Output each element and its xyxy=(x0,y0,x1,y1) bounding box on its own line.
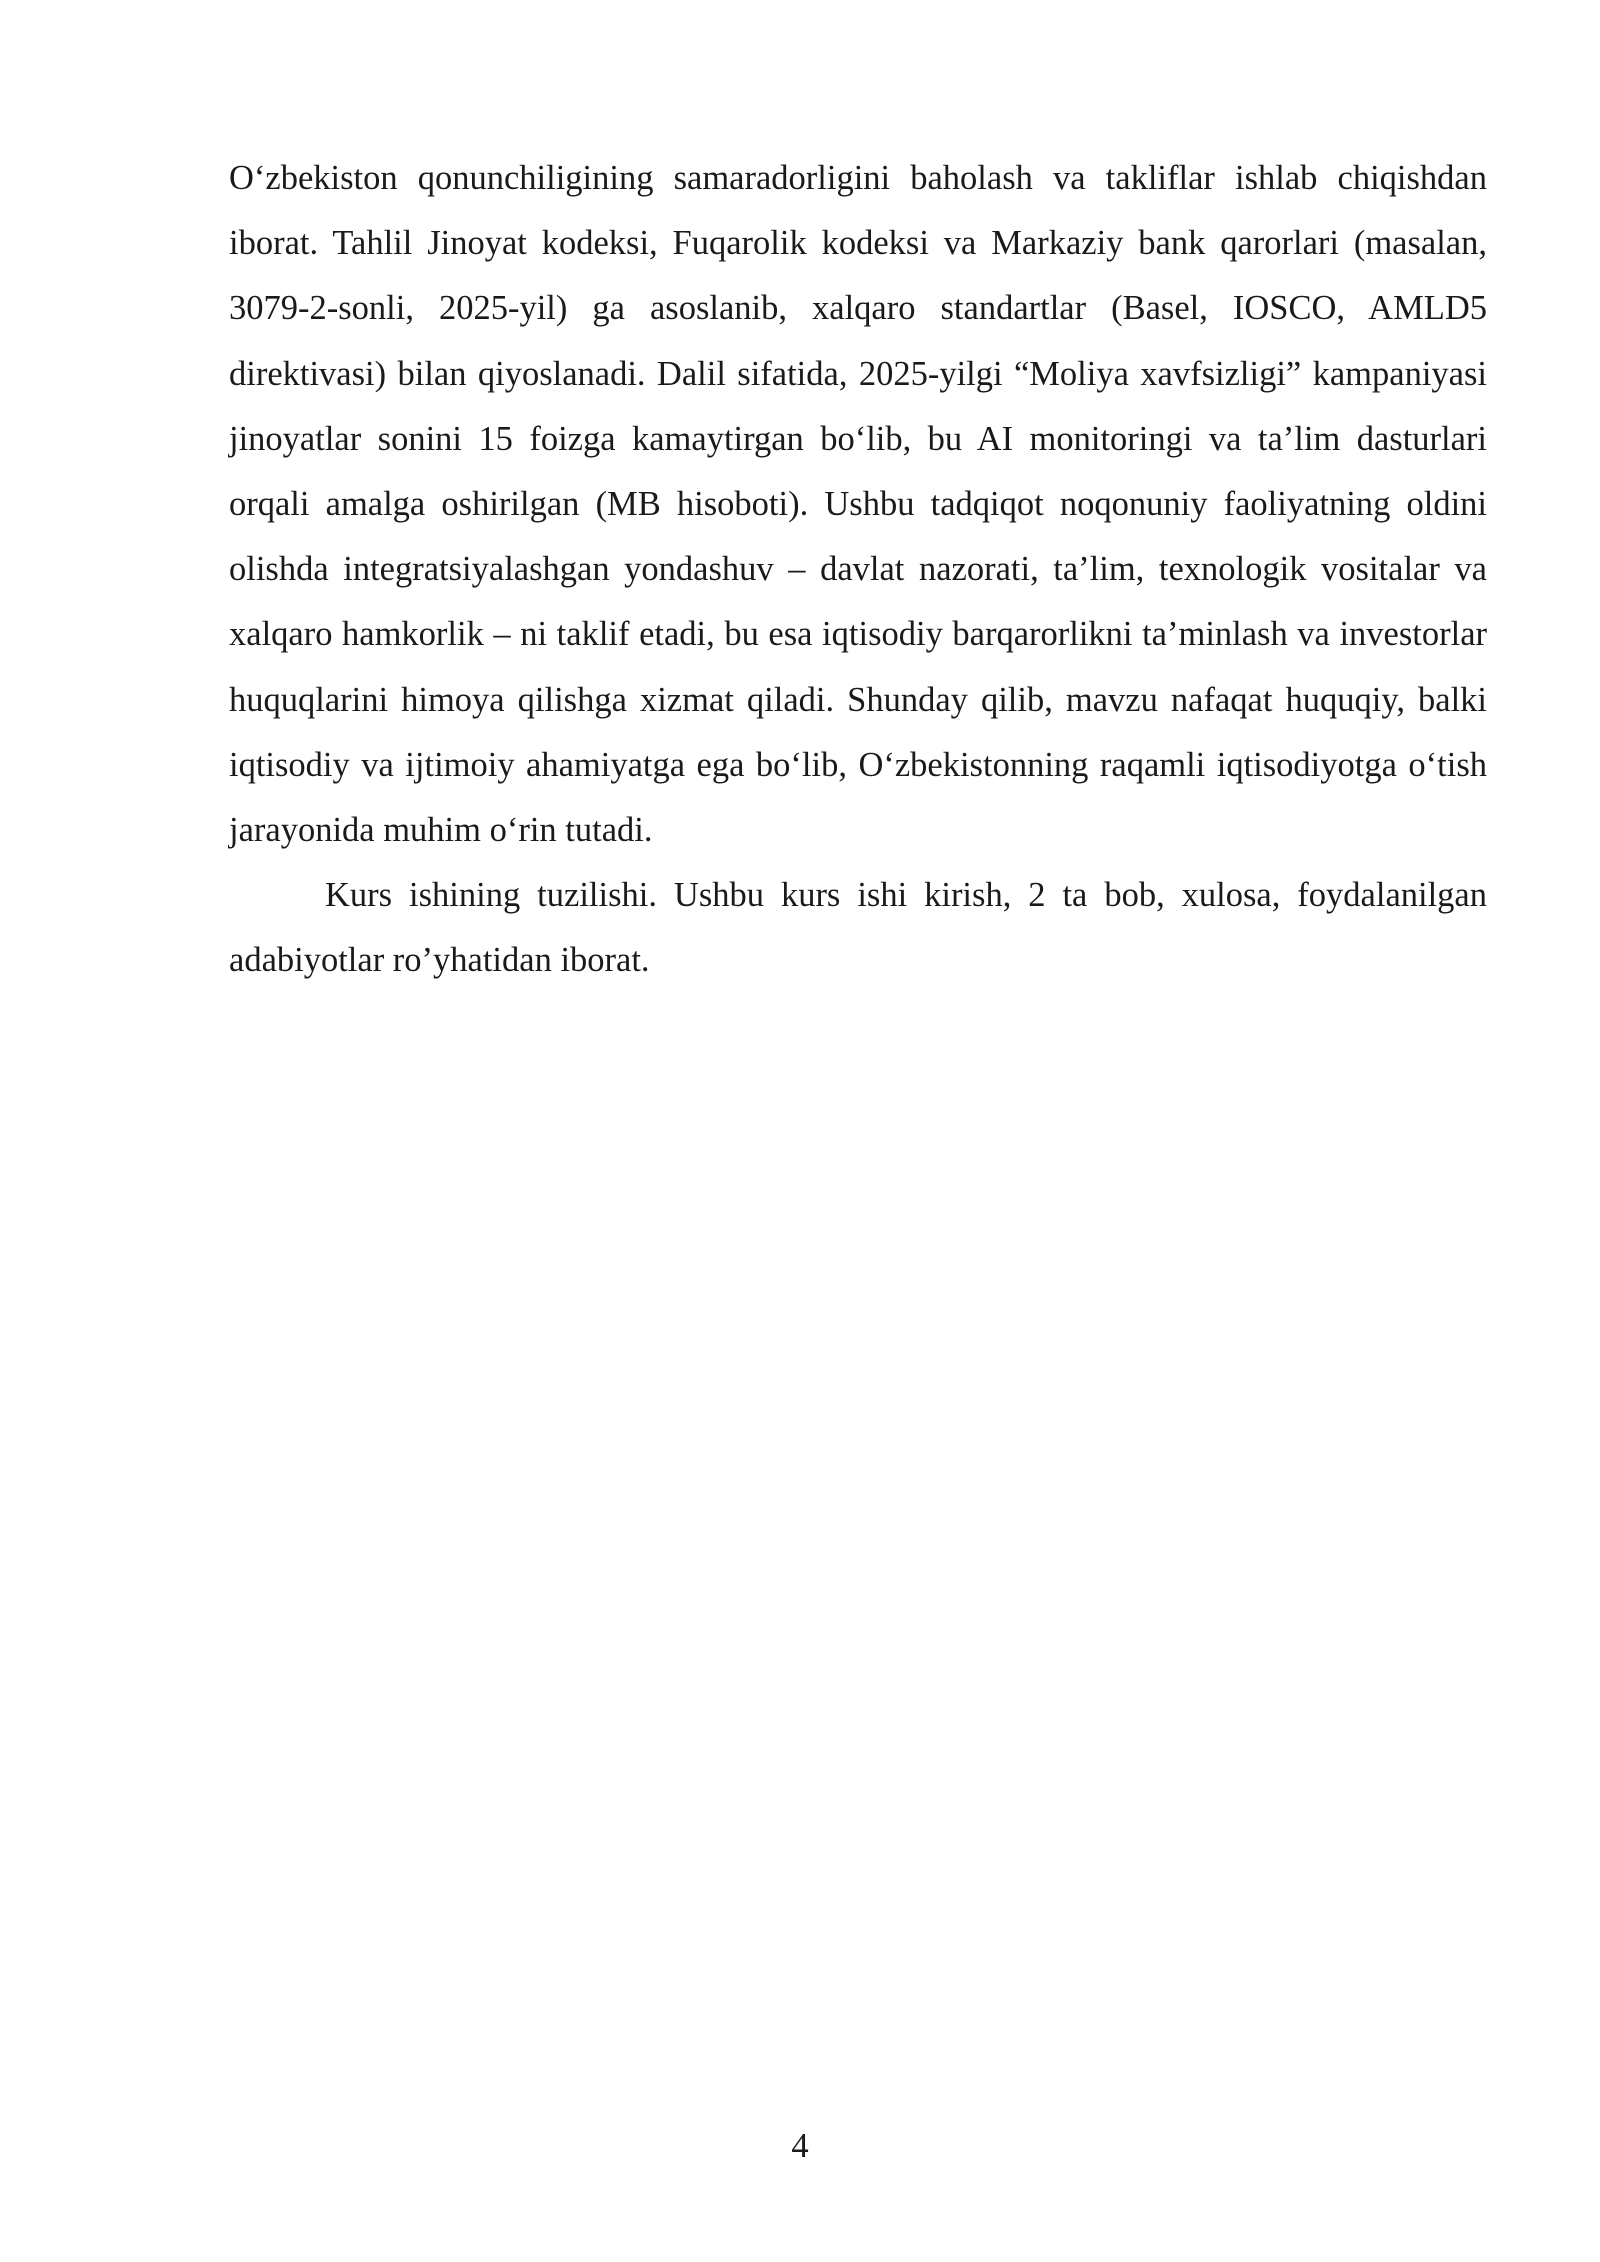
course-structure-paragraph: Kurs ishining tuzilishi. Ushbu kurs ishi kirish, 2 ta bob, xulosa, foydalanilgan adabiyotlar ro’yhatidan iborat. xyxy=(229,876,1487,980)
page-body xyxy=(229,146,1487,994)
page-number: 4 xyxy=(791,2127,809,2165)
body-paragraph: O‘zbekiston qonunchiligining samaradorligini baholash va takliflar ishlab chiqishdan iborat. Tahlil Jinoyat kodeksi, Fuqarolik kodeksi va Markaziy bank qarorlari (masalan, 3079-2-sonli, 2025-yil) ga asoslanib, xalqaro standartlar (Basel, IOSCO, AMLD5 direktivasi) bilan qiyoslanadi. Dalil sifatida, 2025-yilgi “Moliya xavfsizligi” kampaniyasi jinoyatlar sonini 15 foizga kamaytirgan bo‘lib, bu AI monitoringi va ta’lim dasturlari orqali amalga oshirilgan (MB hisoboti). Ushbu tadqiqot noqonuniy faoliyatning oldini olishda integratsiyalashgan yondashuv – davlat nazorati, ta’lim, texnologik vositalar va xalqaro hamkorlik – ni taklif etadi, bu esa iqtisodiy barqarorlikni ta’minlash va investorlar huquqlarini himoya qilishga xizmat qiladi. Shunday qilib, mavzu nafaqat huquqiy, balki iqtisodiy va ijtimoiy ahamiyatga ega bo‘lib, O‘zbekistonning raqamli iqtisodiyotga o‘tish jarayonida muhim o‘rin tutadi. xyxy=(229,159,1487,850)
